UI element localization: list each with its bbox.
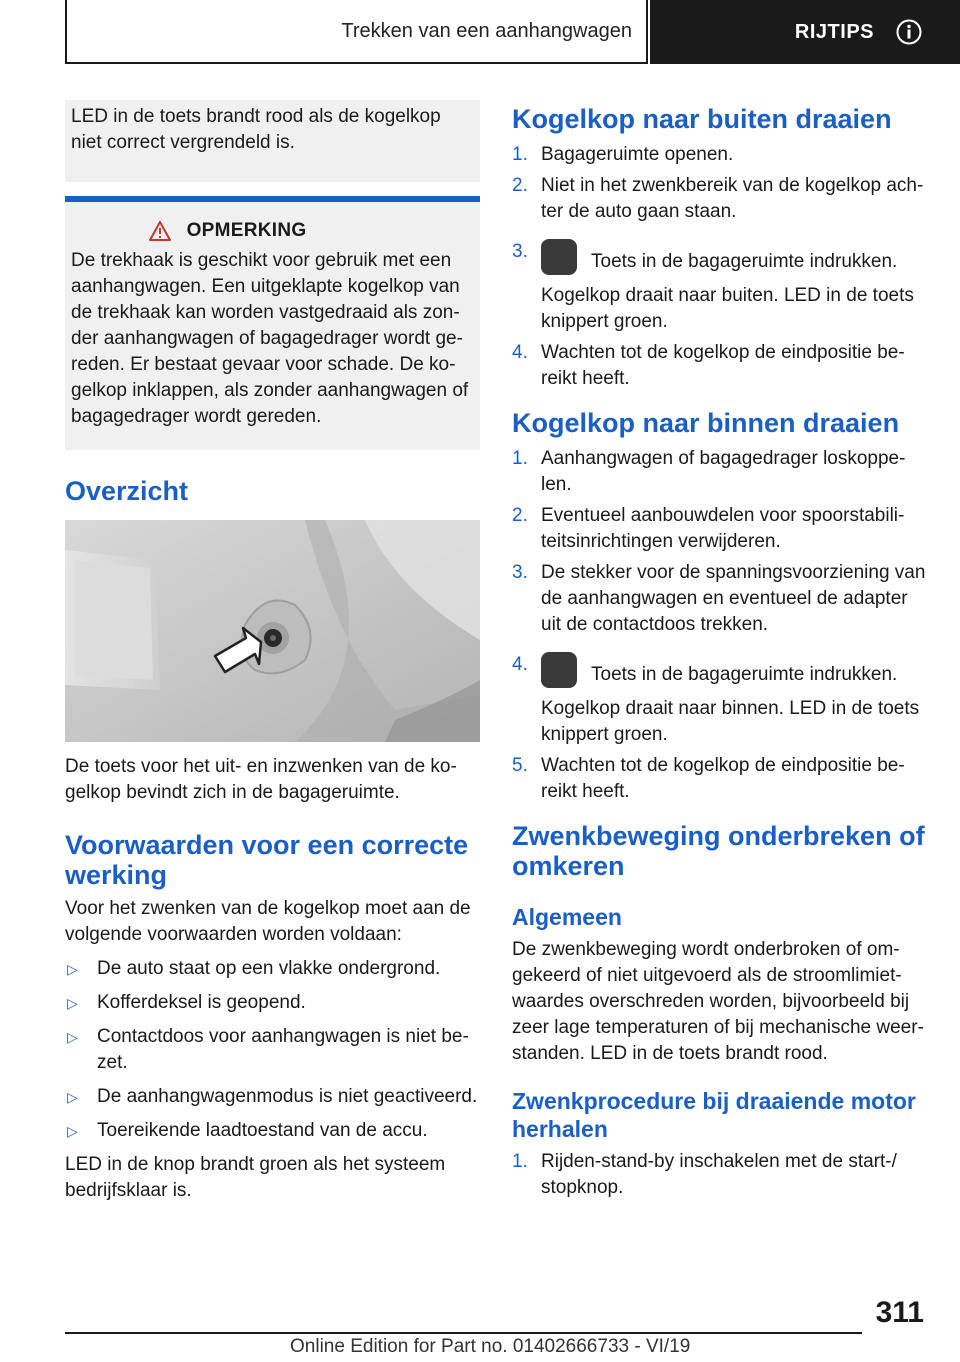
note-body: De trekhaak is geschikt voor gebruik met een aanhangwagen. Een uitgeklapte kogelkop van de trekhaak kan worden vastgedraaid als zonder aanhangwagen of bagagedrager wordt gereden. Er bestaat gevaar voor schade. De kogelkop inklappen, als zonder aanhangwagen of bagagedrager wordt gereden.: [71, 250, 469, 427]
led-red-text: LED in de toets brandt rood als de kogelkop niet correct vergrendeld is.: [71, 106, 441, 153]
triangle-bullet-icon: ▷: [67, 1123, 78, 1139]
triangle-bullet-icon: ▷: [67, 995, 78, 1011]
list-item: ▷ De auto staat op een vlakke ondergrond.: [65, 956, 480, 982]
conditions-heading: Voorwaarden voor een correcte werking: [65, 830, 469, 890]
edition-text: Online Edition for Part no. 01402666733 - VI/19: [290, 1336, 691, 1357]
step-item: 4. Wachten tot de kogelkop de eindpositie bereikt heeft.: [512, 342, 905, 389]
info-icon: [896, 19, 922, 45]
trailer-hitch-button-icon: [541, 652, 577, 688]
repeat-heading: Zwenkprocedure bij draaiende motor herhalen: [512, 1088, 916, 1142]
step-item: 4. Toets in de bagageruimte indrukken. Kogelkop draait naar binnen. LED in de toets knippert groen.: [512, 654, 920, 745]
footer-divider: [65, 1332, 862, 1334]
step-item: 5. Wachten tot de kogelkop de eindpositie bereikt heeft.: [512, 755, 905, 802]
conditions-list: [65, 956, 480, 1144]
led-red-box: [65, 100, 480, 182]
left-column: [65, 100, 480, 1204]
list-item: ▷ Contactdoos voor aanhangwagen is niet bezet.: [65, 1024, 480, 1076]
right-column: [512, 100, 927, 1206]
tow-button-photo: [65, 520, 480, 742]
general-text: De zwenkbeweging wordt onderbroken of omgekeerd of niet uitgevoerd als de stroomlimietwaardes overschreden worden, bijvoorbeeld bij zeer lage temperaturen of bij mechanische weerstanden. LED in de toets brandt rood.: [512, 939, 924, 1064]
general-heading: Algemeen: [512, 904, 622, 930]
section-title: Trekken van een aanhangwagen: [341, 19, 632, 42]
chapter-tab-label: RIJTIPS: [794, 20, 874, 43]
in-steps: [512, 446, 927, 805]
led-green-text: LED in de knop brandt groen als het systeem bedrijfsklaar is.: [65, 1154, 446, 1201]
triangle-bullet-icon: ▷: [67, 1089, 78, 1105]
page-number: 311: [875, 1296, 924, 1329]
note-box: [65, 196, 480, 450]
list-item: ▷ Kofferdeksel is geopend.: [65, 990, 480, 1016]
triangle-bullet-icon: ▷: [67, 961, 78, 977]
list-item: ▷ De aanhangwagenmodus is niet geactiveerd.: [65, 1084, 480, 1110]
list-item: ▷ Toereikende laadtoestand van de accu.: [65, 1118, 480, 1144]
interrupt-heading: Zwenkbeweging onderbreken of omkeren: [512, 821, 925, 881]
overview-heading: Overzicht: [65, 476, 189, 506]
section-header: [65, 0, 648, 64]
step-item: 3. De stekker voor de spanningsvoorziening van de aanhangwagen en eventueel de adapter uit de contactdoos trekken.: [512, 562, 926, 635]
chapter-tab[interactable]: [650, 0, 960, 64]
out-steps: [512, 142, 927, 392]
step-item: 1. Bagageruimte openen.: [512, 144, 734, 165]
triangle-bullet-icon: ▷: [67, 1029, 78, 1045]
out-heading: Kogelkop naar buiten draaien: [512, 104, 892, 134]
step-item: 1. Rijden-stand-by inschakelen met de start-/ stopknop.: [512, 1151, 897, 1198]
warning-icon: [149, 221, 171, 241]
in-heading: Kogelkop naar binnen draaien: [512, 408, 900, 438]
note-title: OPMERKING: [71, 220, 474, 242]
trailer-hitch-button-icon: [541, 239, 577, 275]
step-item: 1. Aanhangwagen of bagagedrager loskoppelen.: [512, 448, 906, 495]
overview-text: De toets voor het uit- en inzwenken van de kogelkop bevindt zich in de bagageruimte.: [65, 756, 457, 803]
step-item: 2. Eventueel aanbouwdelen voor spoorstabiliteitsinrichtingen verwijderen.: [512, 505, 905, 552]
step-item: 3. Toets in de bagageruimte indrukken. Kogelkop draait naar buiten. LED in de toets knippert groen.: [512, 241, 914, 332]
step-item: 2. Niet in het zwenkbereik van de kogelkop achter de auto gaan staan.: [512, 175, 924, 222]
conditions-intro: Voor het zwenken van de kogelkop moet aan de volgende voorwaarden worden voldaan:: [65, 898, 471, 945]
repeat-steps: [512, 1149, 927, 1201]
